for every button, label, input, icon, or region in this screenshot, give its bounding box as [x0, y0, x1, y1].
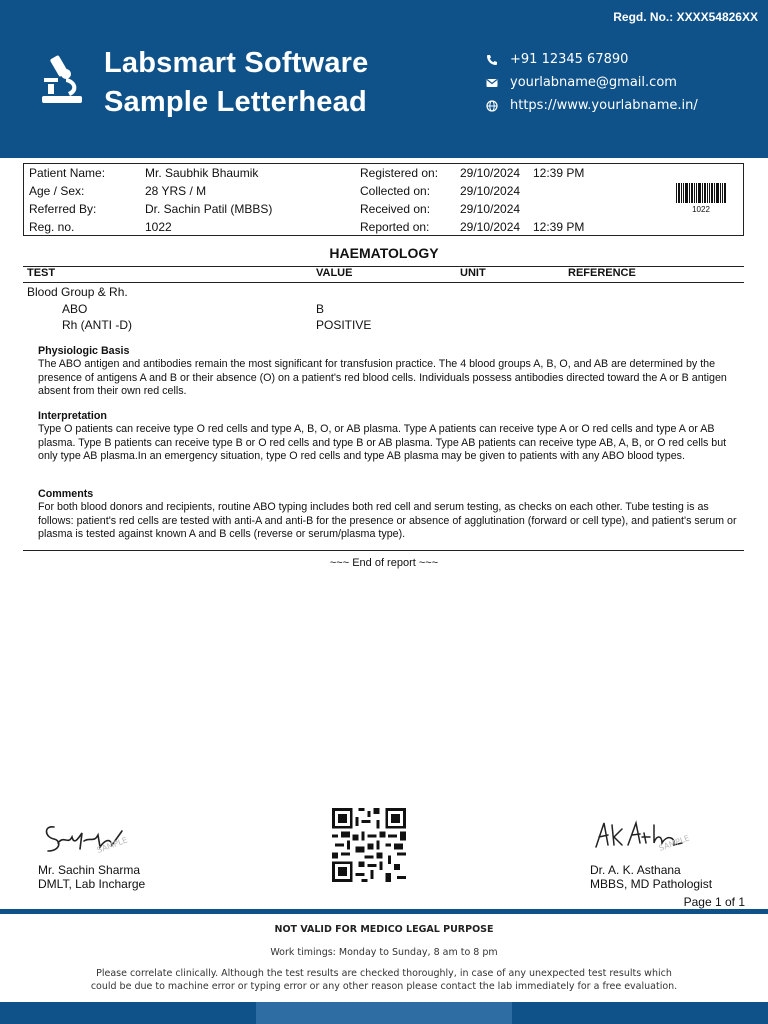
- contact-phone: [486, 48, 698, 71]
- reported-time: 12:39 PM: [533, 220, 585, 234]
- patient-name: Mr. Saubhik Bhaumik: [145, 166, 259, 180]
- barcode-icon: [676, 183, 726, 203]
- note-heading: Comments: [38, 488, 94, 500]
- signatory-left-title: DMLT, Lab Incharge: [38, 877, 146, 891]
- patient-age-sex: 28 YRS / M: [145, 184, 207, 198]
- label-age-sex: Age / Sex:: [29, 184, 85, 198]
- contact-email: [486, 71, 698, 94]
- signatory-left: [38, 863, 145, 891]
- label-received-on: Received on:: [360, 202, 431, 216]
- patient-reg-no: 1022: [145, 220, 172, 234]
- note-interpretation: [38, 410, 744, 464]
- note-physiologic-basis: [38, 345, 744, 399]
- globe-icon: [486, 100, 498, 112]
- footer-validity: NOT VALID FOR MEDICO LEGAL PURPOSE: [274, 924, 494, 935]
- footer-disclaimer-line-2: could be due to machine error or typing error or any other reason please contact the lab immediately for a free evaluation.: [90, 981, 678, 992]
- contact-website: [486, 94, 698, 117]
- note-text: For both blood donors and recipients, routine ABO typing includes both red cell and serum testing, as checks on each other. Tube testing is as follows: patient's red cells are tested with anti-A and anti-B for the presence or absence of agglutination (forward or cell type), and patient's serum or plasma is tested against known A and B cells (reverse or serum/plasma type).: [38, 501, 737, 541]
- registration-number: Regd. No.: XXXX54826XX: [613, 10, 758, 24]
- end-of-report: ~~~ End of report ~~~: [329, 557, 439, 569]
- signature-right-icon: [592, 815, 697, 860]
- table-top-rule: [23, 266, 744, 267]
- test-group-name: Blood Group & Rh.: [27, 285, 128, 299]
- label-collected-on: Collected on:: [360, 184, 431, 198]
- signatory-right: [590, 863, 712, 891]
- column-reference: REFERENCE: [568, 267, 636, 279]
- microscope-logo-icon: [40, 54, 86, 106]
- letterhead-header: [0, 0, 768, 158]
- label-patient-name: Patient Name:: [29, 166, 106, 180]
- reported-date: 29/10/2024: [460, 220, 521, 234]
- collected-date: 29/10/2024: [460, 184, 521, 198]
- footer-timings: Work timings: Monday to Sunday, 8 am to 8 pm: [270, 947, 498, 958]
- label-referred-by: Referred By:: [29, 202, 97, 216]
- footer-band-center: [256, 1002, 512, 1024]
- test-value-abo: B: [316, 302, 325, 316]
- column-test: TEST: [27, 267, 56, 279]
- report-end-rule: [23, 550, 744, 551]
- qr-code-icon: [331, 808, 407, 882]
- table-header-rule: [23, 282, 744, 283]
- footer-disclaimer-line-1: Please correlate clinically. Although the test results are checked thoroughly, in case of any unexpected test results which: [96, 968, 672, 979]
- signature-stamp: SAMPLE: [95, 835, 129, 855]
- signatory-right-title: MBBS, MD Pathologist: [590, 877, 713, 891]
- footer-rule: [0, 909, 768, 914]
- signatory-right-name: Dr. A. K. Asthana: [590, 863, 681, 877]
- test-value-rh: POSITIVE: [316, 318, 372, 332]
- test-name-rh: Rh (ANTI -D): [62, 318, 132, 332]
- test-name-abo: ABO: [62, 302, 88, 316]
- received-date: 29/10/2024: [460, 202, 521, 216]
- note-comments: [38, 488, 744, 542]
- signature-left-icon: [40, 815, 135, 860]
- column-value: VALUE: [316, 267, 353, 279]
- lab-name: Labsmart Software Sample Letterhead: [104, 47, 369, 118]
- section-title: HAEMATOLOGY: [329, 245, 439, 261]
- contact-list: [486, 48, 698, 117]
- contact-website-text: https://www.yourlabname.in/: [510, 98, 698, 113]
- patient-info-box: [23, 163, 744, 236]
- registered-date: 29/10/2024: [460, 166, 521, 180]
- footer-band: [0, 1002, 768, 1024]
- registered-time: 12:39 PM: [533, 166, 585, 180]
- note-text: The ABO antigen and antibodies remain the most significant for transfusion practice. The 4 blood groups A, B, O, and AB are determined by the presence of antigens A and B or their absence (O) on a patient's red blood cells. Individuals possess antibodies directed toward the A or B antigen absent from their own red cells.: [38, 358, 727, 398]
- label-reg-no: Reg. no.: [29, 220, 75, 234]
- contact-email-text: yourlabname@gmail.com: [510, 75, 677, 90]
- note-heading: Interpretation: [38, 410, 107, 422]
- note-text: Type O patients can receive type O red cells and type A, B, O, or AB plasma. Type A patients can receive type A or O red cells and type A or AB plasma. Type B patients can receive type B or O red cells and type B or AB plasma. Type AB patients can receive type AB, A, B, or O red cells but only type AB plasma.In an emergency situation, type O red cells and type AB plasma may be given to patients with any ABO blood types.: [38, 423, 727, 463]
- patient-referred-by: Dr. Sachin Patil (MBBS): [145, 202, 273, 216]
- contact-phone-text: +91 12345 67890: [510, 52, 629, 67]
- mail-icon: [486, 77, 498, 89]
- barcode-number: 1022: [692, 205, 710, 214]
- signatory-left-name: Mr. Sachin Sharma: [38, 863, 141, 877]
- note-heading: Physiologic Basis: [38, 345, 130, 357]
- label-reported-on: Reported on:: [360, 220, 430, 234]
- label-registered-on: Registered on:: [360, 166, 439, 180]
- column-unit: UNIT: [460, 267, 486, 279]
- page-number: Page 1 of 1: [683, 895, 745, 909]
- signature-stamp: SAMPLE: [657, 833, 691, 853]
- phone-icon: [486, 54, 498, 66]
